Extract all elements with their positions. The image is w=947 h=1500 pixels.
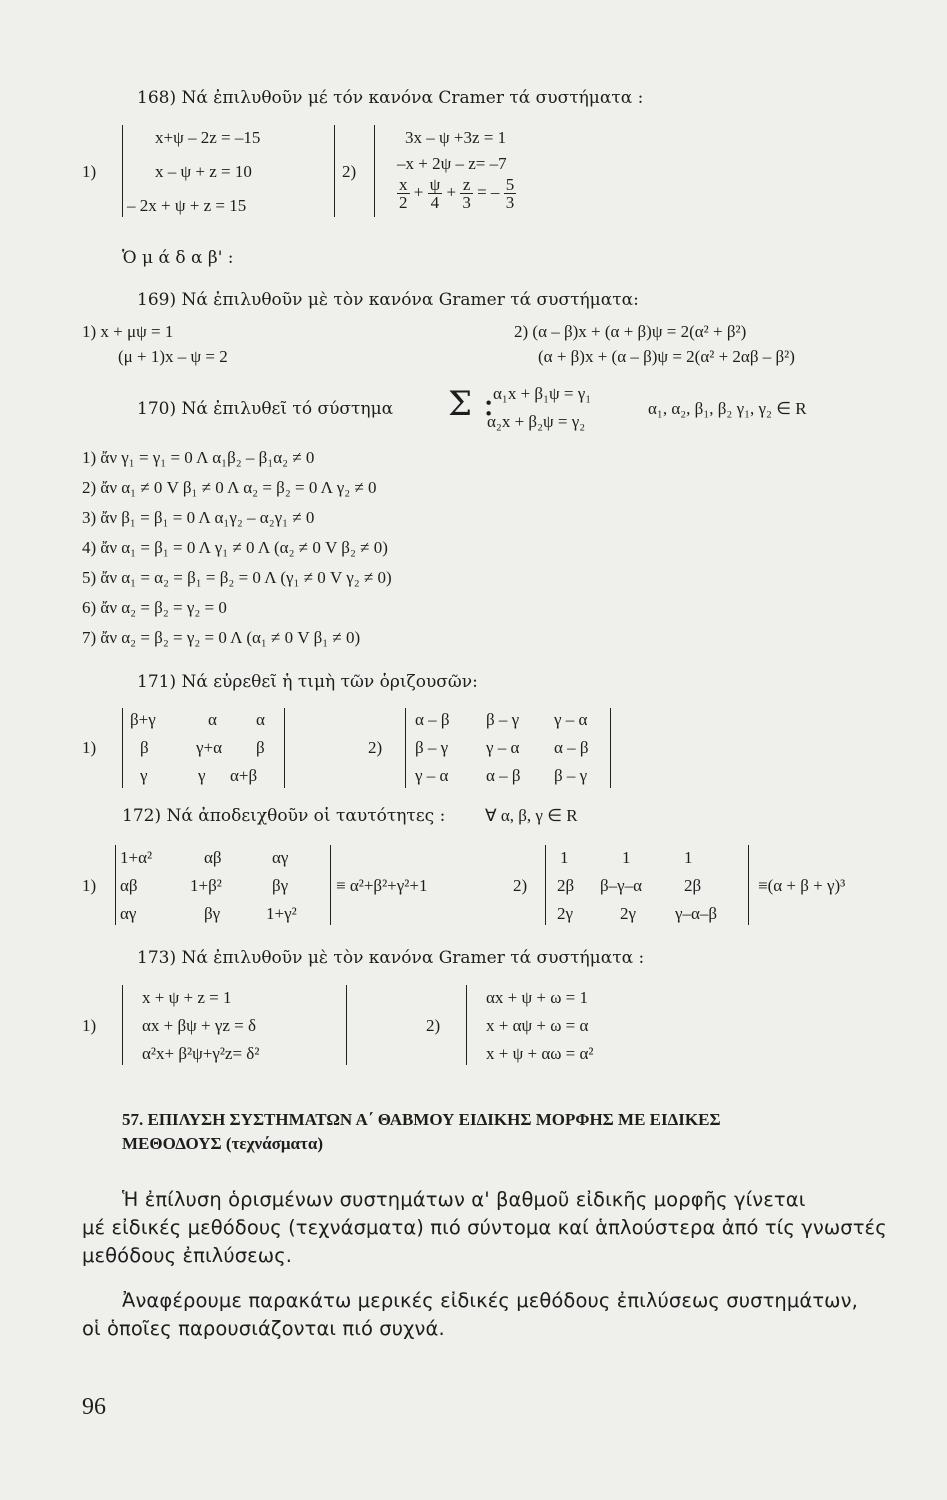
- determinant-number: 2): [368, 738, 383, 757]
- fraction: $\frac{z}{3}$: [462, 175, 471, 212]
- identity-number: 2): [513, 876, 528, 895]
- determinant-bar: [610, 708, 611, 788]
- matrix-cell: β: [140, 738, 149, 757]
- section-heading: 57. ΕΠΙΛΥΣΗ ΣΥΣΤΗΜΑΤΩΝ Α΄ ΘΑΒΜΟΥ ΕΙΔΙΚΗΣ ΜΟΡΦΗΣ ΜΕ ΕΙΔΙΚΕΣ: [122, 1110, 721, 1129]
- determinant-bar: [122, 708, 123, 788]
- paragraph-line: μέ εἰδικές μεθόδους (τεχνάσματα) πιό σύντομα καί ἁπλούστερα ἀπό τίς γνωστές: [82, 1216, 887, 1239]
- matrix-cell: αβ: [204, 848, 222, 867]
- equation: x + αψ + ω = α: [486, 1016, 589, 1035]
- system-number: 1): [82, 1016, 97, 1035]
- matrix-cell: γ+α: [196, 738, 223, 757]
- section-heading-cont: ΜΕΘΟΔΟΥΣ (τεχνάσματα): [122, 1134, 323, 1153]
- case-item: 6) ἄν α₂ = β₂ = γ₂ = 0: [82, 598, 227, 617]
- matrix-cell: αβ: [120, 876, 138, 895]
- matrix-cell: α+β: [230, 766, 258, 785]
- matrix-cell: 2γ: [620, 904, 637, 923]
- identity-result: ≡(α + β + γ)³: [758, 876, 846, 895]
- equation: α₂x + β₂ψ = γ₂: [487, 412, 586, 431]
- matrix-cell: αγ: [120, 904, 137, 923]
- matrix-cell: α – β: [486, 766, 521, 785]
- case-item: 7) ἄν α₂ = β₂ = γ₂ = 0 Λ (α₁ ≠ 0 V β₁ ≠ 0): [82, 628, 361, 647]
- system-number: 2): [342, 162, 357, 181]
- paragraph-line: οἱ ὁποῖες παρουσιάζονται πιό συχνά.: [82, 1317, 445, 1340]
- case-item: 3) ἄν β₁ = β₁ = 0 Λ α₁γ₂ – α₂γ₁ ≠ 0: [82, 508, 315, 527]
- case-item: 1) ἄν γ₁ = γ₁ = 0 Λ α₁β₂ – β₁α₂ ≠ 0: [82, 448, 315, 467]
- matrix-cell: α: [256, 710, 265, 729]
- equation: 1) x + μψ = 1: [82, 322, 174, 341]
- matrix-cell: β – γ: [415, 738, 449, 757]
- parameter-set: α₁, α₂, β₁, β₂ γ₁, γ₂ ∈ R: [648, 399, 807, 418]
- matrix-cell: 2β: [684, 876, 702, 895]
- matrix-cell: 1+α²: [120, 848, 153, 867]
- equation: α₁x + β₁ψ = γ₁: [493, 384, 592, 403]
- system-number: 1): [82, 162, 97, 181]
- matrix-cell: α: [208, 710, 217, 729]
- system-bar: [334, 125, 335, 217]
- case-item: 2) ἄν α₁ ≠ 0 V β₁ ≠ 0 Λ α₂ = β₂ = 0 Λ γ₂ ≠ 0: [82, 478, 377, 497]
- determinant-bar: [115, 845, 116, 925]
- determinant-bar: [284, 708, 285, 788]
- determinant-bar: [545, 845, 546, 925]
- matrix-cell: β–γ–α: [600, 876, 643, 895]
- exercise-169-title: 169) Νά ἐπιλυθοῦν μὲ τὸν κανόνα Gramer τά συστήματα:: [137, 290, 639, 310]
- determinant-bar: [330, 845, 331, 925]
- system-bar: [122, 985, 123, 1065]
- equation: (α + β)x + (α – β)ψ = 2(α² + 2αβ – β²): [538, 347, 795, 366]
- page-number: 96: [82, 1394, 106, 1420]
- case-item: 4) ἄν α₁ = β₁ = 0 Λ γ₁ ≠ 0 Λ (α₂ ≠ 0 V β₂ ≠ 0): [82, 538, 388, 557]
- matrix-cell: β – γ: [554, 766, 588, 785]
- paragraph-line: Ἡ ἐπίλυση ὁρισμένων συστημάτων α' βαθμοῦ εἰδικῆς μορφῆς γίνεται: [122, 1188, 806, 1211]
- exercise-171-title: 171) Νά εὑρεθεῖ ἡ τιμὴ τῶν ὁριζουσῶν:: [137, 672, 478, 692]
- determinant-bar: [405, 708, 406, 788]
- determinant-bar: [748, 845, 749, 925]
- matrix-cell: 1+γ²: [266, 904, 297, 923]
- fraction-equation: $\frac{x}{2}$ + $\frac{\psi}{4}$ + $\frac{z}{3}$ = – $\frac{5}{3}$: [399, 175, 515, 212]
- fraction: $\frac{x}{2}$: [399, 175, 408, 212]
- equation: x+ψ – 2z = –15: [155, 128, 261, 147]
- matrix-cell: 1: [684, 848, 693, 867]
- fraction: $\frac{\psi}{4}$: [429, 175, 441, 212]
- fraction: $\frac{5}{3}$: [505, 175, 515, 212]
- system-number: 2): [426, 1016, 441, 1035]
- case-item: 5) ἄν α₁ = α₂ = β₁ = β₂ = 0 Λ (γ₁ ≠ 0 V γ₂ ≠ 0): [82, 568, 392, 587]
- matrix-cell: α – β: [554, 738, 589, 757]
- group-heading: Ὁ μ ά δ α β' :: [122, 248, 234, 268]
- matrix-cell: 1: [560, 848, 569, 867]
- system-bar: [466, 985, 467, 1065]
- matrix-cell: γ: [198, 766, 206, 785]
- exercise-172-title: 172) Νά ἀποδειχθοῦν οἱ ταυτότητες :: [122, 806, 446, 826]
- matrix-cell: αγ: [272, 848, 289, 867]
- identity-result: ≡ α²+β²+γ²+1: [336, 876, 428, 895]
- matrix-cell: β+γ: [130, 710, 156, 729]
- matrix-cell: γ: [140, 766, 148, 785]
- exercise-173-title: 173) Νά ἐπιλυθοῦν μὲ τὸν κανόνα Gramer τά συστήματα :: [137, 948, 645, 968]
- matrix-cell: 2β: [557, 876, 575, 895]
- matrix-cell: γ – α: [486, 738, 520, 757]
- paragraph-line: Ἀναφέρουμε παρακάτω μερικές εἰδικές μεθόδους ἐπιλύσεως συστημάτων,: [122, 1289, 858, 1312]
- equation: (μ + 1)x – ψ = 2: [118, 347, 228, 366]
- system-bar: [374, 125, 375, 217]
- equation: 2) (α – β)x + (α + β)ψ = 2(α² + β²): [514, 322, 747, 341]
- sigma-symbol: Σ :: [448, 384, 495, 424]
- equation: αx + ψ + ω = 1: [486, 988, 588, 1007]
- equation: α²x+ β²ψ+γ²z= δ²: [142, 1044, 260, 1063]
- matrix-cell: γ–α–β: [675, 904, 718, 923]
- matrix-cell: 1+β²: [190, 876, 222, 895]
- equation: 3x – ψ +3z = 1: [405, 128, 507, 147]
- matrix-cell: βγ: [272, 876, 289, 895]
- matrix-cell: 2γ: [557, 904, 574, 923]
- system-bar: [346, 985, 347, 1065]
- determinant-number: 1): [82, 738, 97, 757]
- matrix-cell: β: [256, 738, 265, 757]
- system-bar: [122, 125, 123, 217]
- equation: x + ψ + z = 1: [142, 988, 232, 1007]
- equation: x – ψ + z = 10: [155, 162, 252, 181]
- equation: αx + βψ + γz = δ: [142, 1016, 257, 1035]
- matrix-cell: 1: [622, 848, 631, 867]
- exercise-170-title: 170) Νά ἐπιλυθεῖ τό σύστημα: [137, 399, 394, 419]
- matrix-cell: α – β: [415, 710, 450, 729]
- exercise-168-title: 168) Νά ἐπιλυθοῦν μέ τόν κανόνα Cramer τά συστήματα :: [137, 88, 644, 108]
- equation: –x + 2ψ – z= –7: [397, 154, 507, 173]
- paragraph-line: μεθόδους ἐπιλύσεως.: [82, 1244, 293, 1267]
- matrix-cell: γ – α: [415, 766, 449, 785]
- matrix-cell: γ – α: [554, 710, 588, 729]
- matrix-cell: βγ: [204, 904, 221, 923]
- quantifier: ∀ α, β, γ ∈ R: [485, 806, 578, 825]
- equation: x + ψ + αω = α²: [486, 1044, 594, 1063]
- matrix-cell: β – γ: [486, 710, 520, 729]
- identity-number: 1): [82, 876, 97, 895]
- equation: – 2x + ψ + z = 15: [127, 196, 247, 215]
